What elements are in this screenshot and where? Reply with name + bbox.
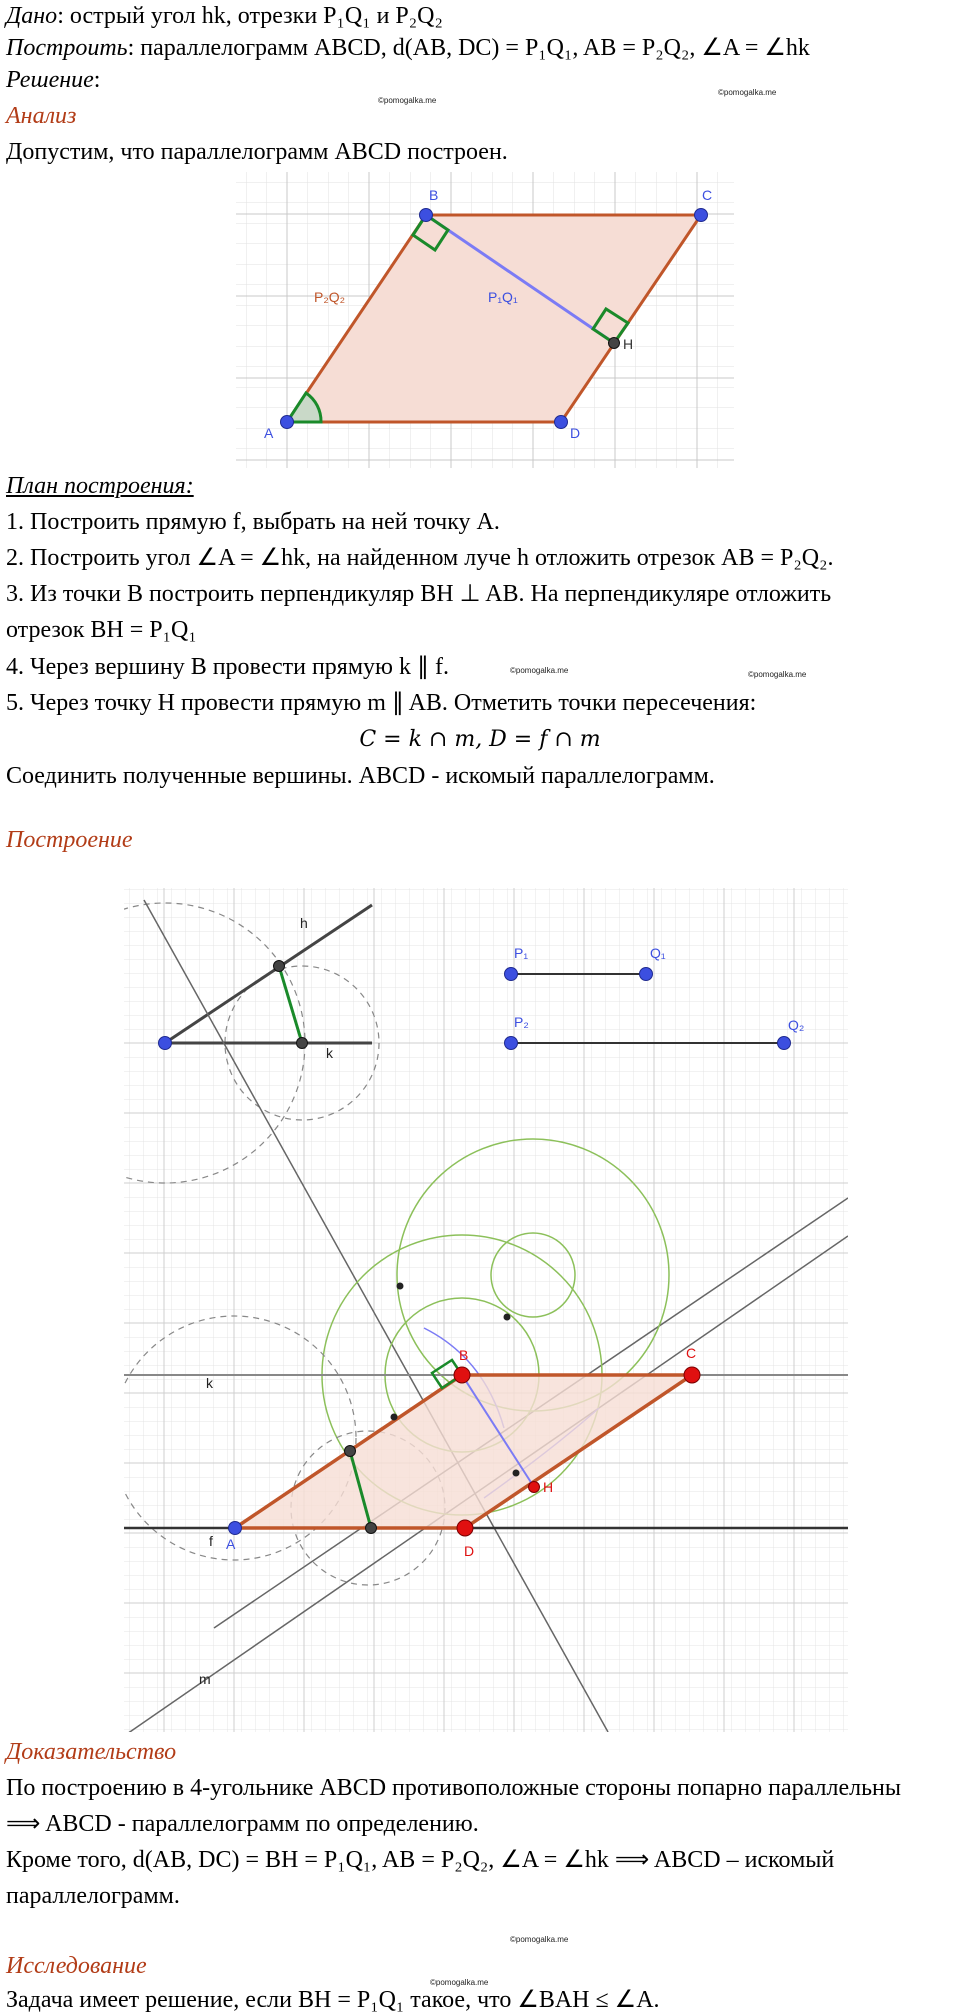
label-p1: P₁	[514, 945, 529, 961]
label-d: D	[570, 425, 581, 441]
construct-line	[6, 32, 810, 64]
plan-step: 5. Через точку H провести прямую m ∥ AB. Отметить точки пересечения:	[6, 690, 757, 716]
analysis-text: Допустим, что параллелограмм ABCD построен.	[6, 139, 508, 165]
watermark: ©pomogalka.me	[748, 670, 807, 679]
proof-line: По построению в 4-угольнике ABCD противоположные стороны попарно параллельны	[6, 1775, 901, 1801]
watermark: ©pomogalka.me	[430, 1978, 489, 1987]
label-q1: Q₁	[650, 945, 666, 961]
solution-line	[6, 64, 100, 96]
plan-step: 3. Из точки B построить перпендикуляр BH ⊥ AB. На перпендикуляре отложить	[6, 581, 832, 607]
plan-conclusion: Соединить полученные вершины. ABCD - искомый параллелограмм.	[6, 763, 715, 789]
label-h2: H	[543, 1479, 554, 1495]
point-d	[555, 416, 568, 429]
research-text: Задача имеет решение, если BH = P₁Q₁ такое, что ∠BAH ≤ ∠A.	[6, 1987, 660, 2013]
label-p2q2: P₂Q₂	[314, 289, 346, 305]
construction-title: Построение	[6, 827, 133, 853]
label-c: C	[702, 187, 713, 203]
given-line	[6, 0, 443, 32]
label-q2: Q₂	[788, 1017, 805, 1033]
construction-figure	[124, 888, 848, 1732]
research-title: Исследование	[6, 1953, 147, 1979]
point-h	[609, 338, 620, 349]
construct-text: : параллелограмм ABCD, d(AB, DC) = P₁Q₁, AB = P₂Q₂, ∠A = ∠hk	[127, 35, 810, 61]
label-b: B	[429, 187, 439, 203]
given-text: : острый угол hk, отрезки P₁Q₁ и P₂Q₂	[57, 3, 443, 29]
proof-line: ⟹ ABCD - параллелограмм по определению.	[6, 1811, 479, 1837]
plan-step: 2. Построить угол ∠A = ∠hk, на найденном луче h отложить отрезок AB = P₂Q₂.	[6, 545, 834, 571]
solution-text: :	[93, 67, 101, 93]
label-h: H	[623, 336, 634, 352]
watermark: ©pomogalka.me	[378, 96, 437, 105]
proof-title: Доказательство	[6, 1739, 177, 1765]
proof-line: параллелограмм.	[6, 1883, 180, 1909]
watermark: ©pomogalka.me	[718, 88, 777, 97]
plan-formula: C = k ∩ m, D = f ∩ m	[359, 727, 601, 752]
point-b	[420, 209, 433, 222]
label-a2: A	[226, 1536, 236, 1552]
label-f: f	[209, 1533, 213, 1549]
label-k2: k	[206, 1375, 213, 1391]
label-m: m	[199, 1671, 211, 1687]
given-label: Дано	[6, 3, 58, 29]
solution-label: Решение	[6, 67, 94, 93]
analysis-figure	[236, 172, 734, 468]
analysis-title: Анализ	[6, 103, 77, 129]
watermark: ©pomogalka.me	[510, 666, 569, 675]
label-p1q1: P₁Q₁	[488, 289, 518, 305]
plan-step: 4. Через вершину B провести прямую k ∥ f.	[6, 654, 449, 680]
watermark: ©pomogalka.me	[510, 1935, 569, 1944]
label-a: A	[264, 425, 274, 441]
label-p2: P₂	[514, 1014, 529, 1030]
label-d2: D	[464, 1543, 475, 1559]
plan-title: План построения:	[6, 473, 194, 499]
label-k-ray: k	[326, 1045, 333, 1061]
plan-step: отрезок BH = P₁Q₁	[6, 617, 197, 643]
label-b2: B	[459, 1347, 469, 1363]
point-a	[281, 416, 294, 429]
construct-label: Построить	[6, 35, 128, 61]
proof-line: Кроме того, d(AB, DC) = BH = P₁Q₁, AB = P₂Q₂, ∠A = ∠hk ⟹ ABCD – искомый	[6, 1847, 835, 1873]
point-c	[695, 209, 708, 222]
label-c2: C	[686, 1345, 697, 1361]
label-h-ray: h	[300, 915, 308, 931]
plan-step: 1. Построить прямую f, выбрать на ней точку A.	[6, 509, 500, 535]
